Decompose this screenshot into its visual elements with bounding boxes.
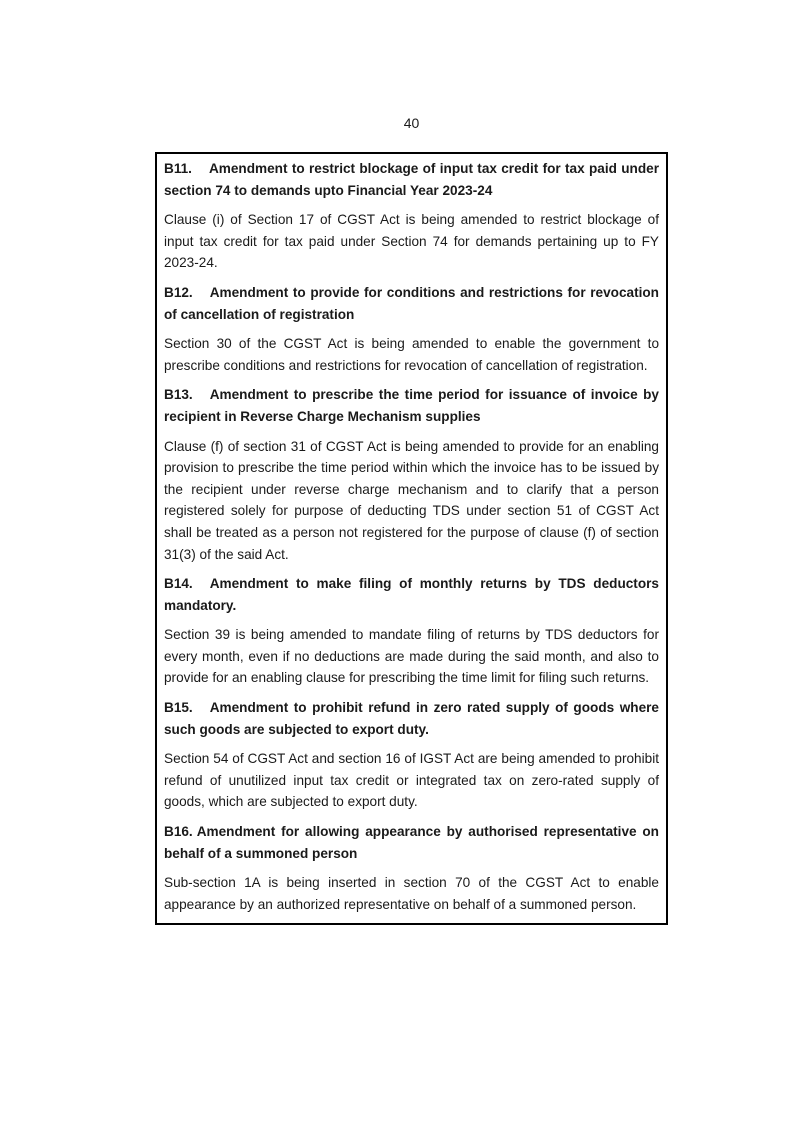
section-id: B15. bbox=[164, 700, 193, 716]
amendment-section-b16 bbox=[164, 821, 659, 915]
amendments-box bbox=[155, 152, 668, 925]
section-id: B13. bbox=[164, 387, 193, 403]
section-heading bbox=[164, 282, 659, 325]
page-number: 40 bbox=[403, 115, 420, 131]
section-id: B16. bbox=[164, 824, 193, 840]
amendment-section-b14 bbox=[164, 573, 659, 689]
section-heading-text: Amendment to provide for conditions and restrictions for revocation of cancellation of registration bbox=[164, 284, 659, 322]
amendment-section-b12 bbox=[164, 282, 659, 376]
section-heading-text: Amendment to prohibit refund in zero rated supply of goods where such goods are subjected to export duty. bbox=[164, 700, 659, 737]
section-heading-text: Amendment to restrict blockage of input tax credit for tax paid under section 74 to demands upto Financial Year 2023-24 bbox=[164, 161, 659, 198]
section-heading-text: Amendment for allowing appearance by authorised representative on behalf of a summoned person bbox=[164, 824, 659, 861]
amendment-section-b11 bbox=[164, 158, 659, 274]
section-id: B11. bbox=[164, 161, 192, 176]
section-body: Section 39 is being amended to mandate filing of returns by TDS deductors for every month, even if no deductions are made during the said month, and also to provide for an enabling clause for prescribing the time limit for filing such returns. bbox=[164, 627, 659, 686]
section-heading bbox=[164, 697, 659, 740]
section-body: Clause (f) of section 31 of CGST Act is being amended to provide for an enabling provision to prescribe the time period within which the invoice has to be issued by the recipient under reverse charge mechanism and to clarify that a person registered solely for purpose of deducting TDS under section 51 of CGST Act shall be treated as a person not registered for the purpose of clause (f) of section 31(3) of the said Act. bbox=[164, 438, 659, 562]
amendment-section-b15 bbox=[164, 697, 659, 813]
section-body: Clause (i) of Section 17 of CGST Act is being amended to restrict blockage of input tax credit for tax paid under Section 74 for demands pertaining up to FY 2023-24. bbox=[164, 212, 659, 271]
section-heading-text: Amendment to prescribe the time period for issuance of invoice by recipient in Reverse Charge Mechanism supplies bbox=[164, 387, 659, 424]
section-body: Section 30 of the CGST Act is being amended to enable the government to prescribe conditions and restrictions for revocation of cancellation of registration. bbox=[164, 336, 659, 373]
section-id: B12. bbox=[164, 284, 193, 300]
section-heading bbox=[164, 384, 659, 427]
section-id: B14. bbox=[164, 576, 193, 592]
section-heading bbox=[164, 821, 659, 864]
section-heading bbox=[164, 573, 659, 616]
section-heading bbox=[164, 158, 659, 201]
section-body: Sub-section 1A is being inserted in section 70 of the CGST Act to enable appearance by an authorized representative on behalf of a summoned person. bbox=[164, 875, 659, 912]
amendment-section-b13 bbox=[164, 384, 659, 565]
section-heading-text: Amendment to make filing of monthly returns by TDS deductors mandatory. bbox=[164, 576, 659, 613]
section-body: Section 54 of CGST Act and section 16 of IGST Act are being amended to prohibit refund of unutilized input tax credit or integrated tax on zero-rated supply of goods, which are subjected to export duty. bbox=[164, 751, 659, 810]
